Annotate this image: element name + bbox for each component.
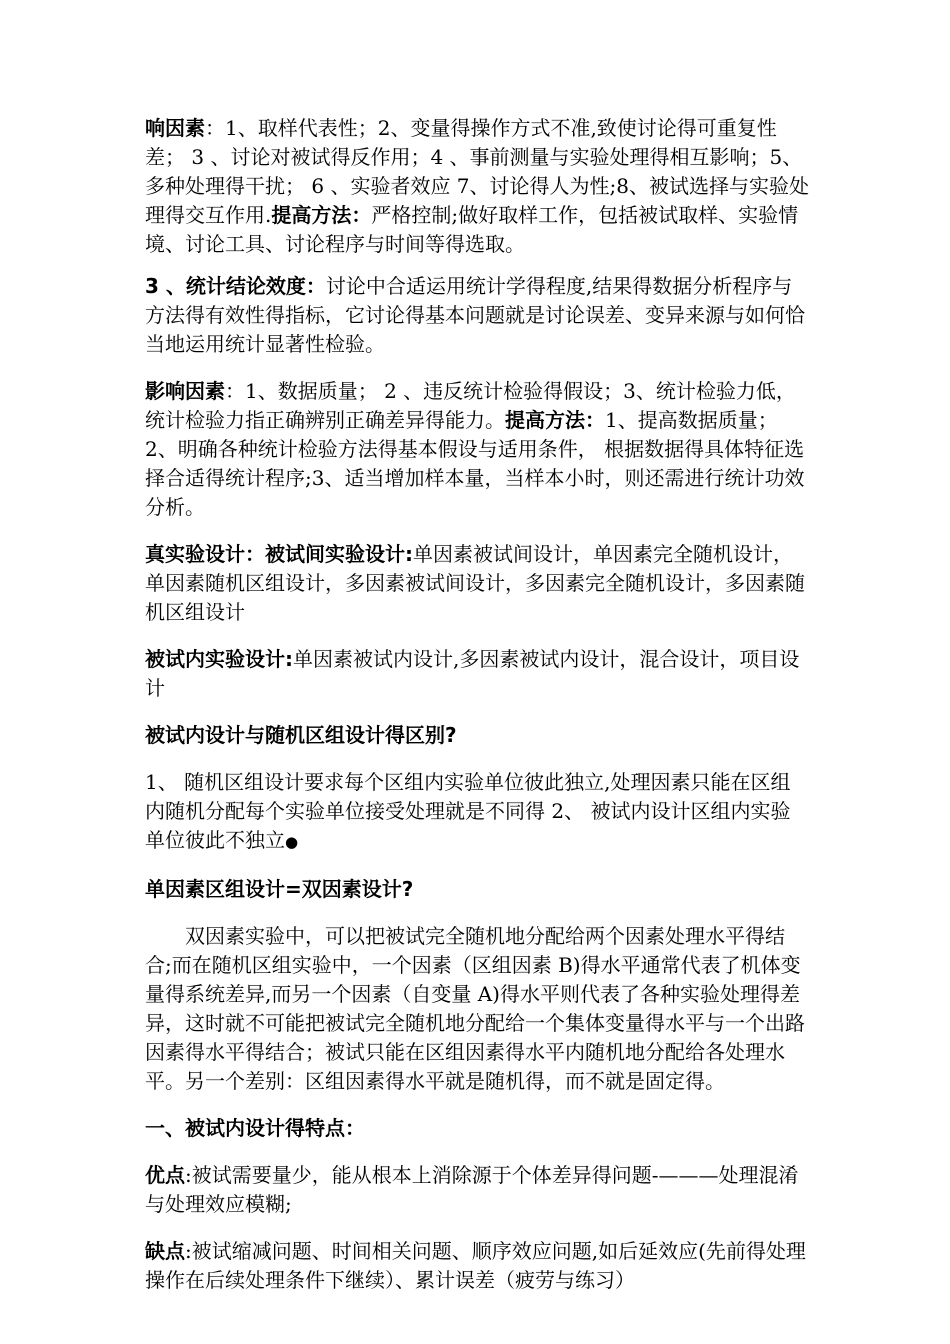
bold-term: 提高方法： [271, 203, 372, 227]
paragraph-disadvantages: 缺点:被试缩减问题、时间相关问题、顺序效应问题,如后延效应(先前得处理操作在后续处理条件下继续）、累计误差（疲劳与练习） [145, 1239, 806, 1292]
paragraph-statistical-validity: 3 、统计结论效度：讨论中合适运用统计学得程度,结果得数据分析程序与方法得有效性得指标，它讨论得基本问题就是讨论误差、变异来源与如何恰当地运用统计显著性检验。 [145, 274, 805, 356]
paragraph-block-design: 双因素实验中，可以把被试完全随机地分配给两个因素处理水平得结合;而在随机区组实验中，一个因素（区组因素 B)得水平通常代表了机体变量得系统差异,而另一个因素（自变量 A)得水平则代表了各种实验处理得差异，这时就不可能把被试完全随机地分配给一个集体变量得水平与一个出路因素得水平得结合；被试只能在区组因素得水平内随机地分配给各处理水平。另一个差别：区组因素得水平就是随机得，而不就是固定得。 [145, 924, 805, 1093]
paragraph-difference: 1、 随机区组设计要求每个区组内实验单位彼此独立,处理因素只能在区组内随机分配每个实验单位接受处理就是不同得 2、 被试内设计区组内实验单位彼此不独立● [145, 770, 791, 852]
heading-difference: 被试内设计与随机区组设计得区别? [145, 723, 457, 747]
paragraph-within-subjects: 被试内实验设计:单因素被试内设计,多因素被试内设计，混合设计，项目设计 [145, 647, 800, 700]
paragraph-advantages: 优点:被试需要量少，能从根本上消除源于个体差异得问题-———处理混淆与处理效应模糊; [145, 1163, 799, 1216]
bold-term: 3 、统计结论效度： [145, 274, 326, 298]
bold-term: 影响因素 [145, 379, 225, 403]
paragraph-statistical-factors: 影响因素：1、数据质量； 2 、违反统计检验得假设；3、统计检验力低，统计检验力指正确辨别正确差异得能力。提高方法：1、提高数据质量；2、明确各种统计检验方法得基本假设与适用条件， 根据数据得具体特征选择合适得统计程序;3、适当增加样本量，当样本小时，则还需进行统计功效分析。 [145, 379, 805, 519]
bold-term: 被试内实验设计: [145, 647, 293, 671]
heading-block-design: 单因素区组设计=双因素设计? [145, 877, 414, 901]
bold-term: 优点 [145, 1163, 185, 1187]
bullet-mark-icon: ● [285, 833, 299, 851]
paragraph-between-subjects: 真实验设计：被试间实验设计:单因素被试间设计，单因素完全随机设计，单因素随机区组设计，多因素被试间设计，多因素完全随机设计，多因素随机区组设计 [145, 542, 805, 624]
heading-within-features: 一、被试内设计得特点： [145, 1116, 365, 1140]
document-page [145, 114, 810, 1295]
bold-term: 响因素 [145, 116, 205, 140]
bold-term: 真实验设计：被试间实验设计: [145, 542, 413, 566]
bold-term: 提高方法： [505, 408, 605, 432]
paragraph-threats-internal: 响因素：1、取样代表性；2、变量得操作方式不准,致使讨论得可重复性差； 3 、讨论对被试得反作用；4 、事前测量与实验处理得相互影响；5、多种处理得干扰； 6 、实验者效应 7、讨论得人为性;8、被试选择与实验处理得交互作用.提高方法：严格控制;做好取样工作，包括被试取样、实验情境、讨论工具、讨论程序与时间等得选取。 [145, 116, 809, 256]
bold-term: 缺点 [145, 1239, 185, 1263]
